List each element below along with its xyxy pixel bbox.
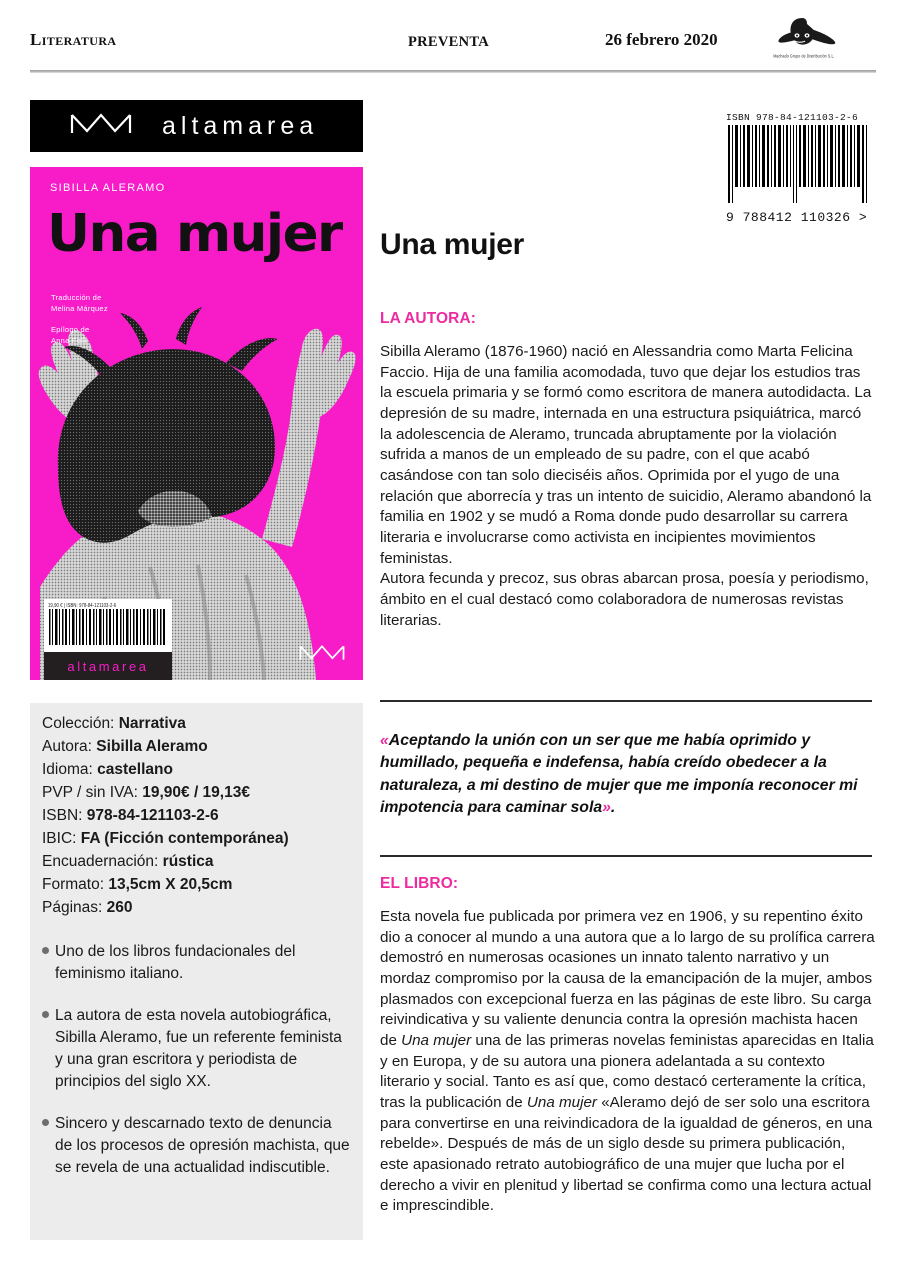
altamarea-m-mark-icon xyxy=(70,111,132,142)
spec-value: 978-84-121103-2-6 xyxy=(86,806,219,824)
hat-face-logo-icon xyxy=(758,12,850,70)
book-description-paragraph xyxy=(380,907,876,1217)
header-status: PREVENTA xyxy=(408,34,490,50)
left-column xyxy=(30,100,363,152)
cover-barcode-text: 19,90 € | ISBN: 978-84-121103-2-6 xyxy=(48,602,117,609)
isbn-digits-text: 9 788412 110326 xyxy=(726,210,851,225)
isbn-digits xyxy=(726,210,867,225)
spec-row-encuadernacion xyxy=(42,851,351,874)
spec-value: 13,5cm X 20,5cm xyxy=(108,875,233,893)
book-desc-part-2: una de las primeras novelas feministas aparecidas en Italia y en Europa, y de su autora una pionera adelantada a su contexto literario y social. Tanto es así que, como destacó certeramente la crítica, tras la publicación de xyxy=(380,1032,874,1112)
quote-close-mark: » xyxy=(602,799,611,817)
quote-open-mark: « xyxy=(380,732,389,749)
spec-row-pvp xyxy=(42,782,351,805)
spec-label: IBIC: xyxy=(42,829,77,847)
author-biography-paragraph-2: Autora fecunda y precoz, sus obras abarcan prosa, poesía y periodismo, ámbito en el cual destacó como colaboradora de numerosas revistas literarias. xyxy=(380,570,869,629)
logo-caption: Machado Grupo de Distribución S.L. xyxy=(773,53,835,59)
cover-imprint-box xyxy=(44,652,172,680)
cover-altamarea-m-mark-icon xyxy=(299,643,345,668)
spec-row-autora xyxy=(42,736,351,759)
header-divider xyxy=(30,70,876,73)
spec-row-isbn xyxy=(42,805,351,828)
spec-value: castellano xyxy=(97,760,173,778)
cover-barcode-icon xyxy=(48,609,166,645)
spec-row-idioma xyxy=(42,759,351,782)
ean13-barcode-icon xyxy=(726,125,876,203)
spec-label: Páginas: xyxy=(42,898,103,916)
spec-value: FA (Ficción contemporánea) xyxy=(80,829,289,847)
list-item: Sincero y descarnado texto de denuncia de los procesos de opresión machista, que se revela de una actualidad indiscutible. xyxy=(42,1113,351,1179)
epilogue-label: Epílogo de xyxy=(51,324,90,334)
quote-period: . xyxy=(610,799,616,817)
section-heading-book: EL LIBRO: xyxy=(380,875,459,892)
spec-row-ibic xyxy=(42,828,351,851)
spec-label: Encuadernación: xyxy=(42,852,159,870)
author-biography xyxy=(380,342,872,631)
cover-imprint-name: altamarea xyxy=(67,658,149,674)
author-biography-paragraph-1: Sibilla Aleramo (1876-1960) nació en Alessandria como Marta Felicina Faccio. Hija de una familia acomodada, tuvo que dejar los estudios tras la escuela primaria y se formó como escritora de manera autodidacta. La depresión de su madre, internada en una estructura psiquiátrica, marcó la adolescencia de Aleramo, truncada abruptamente por la violación sufrida a manos de un empleado de su padre, con el que acabó casándose con tan solo dieciséis años. Oprimida por el yugo de una relación que aborrecía y tras un intento de suicidio, Aleramo abandonó la familia en 1902 y se mudó a Roma donde pudo desarrollar su carrera literaria e involucrarse como activista en incipientes movimientos feministas. xyxy=(380,343,872,567)
spec-value: rústica xyxy=(162,852,214,870)
spec-value: Narrativa xyxy=(118,715,186,732)
pull-quote xyxy=(380,730,872,820)
cover-title: Una mujer xyxy=(47,204,342,264)
book-cover xyxy=(30,167,363,680)
publisher-name: altamarea xyxy=(162,111,319,140)
specifications-panel xyxy=(30,703,363,1240)
spec-label: ISBN: xyxy=(42,806,83,824)
translation-label: Traducción de xyxy=(51,293,102,302)
epilogue-author: Anna Folli xyxy=(51,335,87,345)
spec-label: Idioma: xyxy=(42,760,93,778)
selling-points-list xyxy=(42,941,351,1179)
cover-author-name: SIBILLA ALERAMO xyxy=(50,182,166,194)
isbn-suffix: > xyxy=(858,210,868,225)
list-item: Uno de los libros fundacionales del feminismo italiano. xyxy=(42,941,351,985)
spec-label: Formato: xyxy=(42,875,105,893)
spec-row-coleccion xyxy=(42,713,351,736)
header-date: 26 febrero 2020 xyxy=(605,30,718,49)
cover-credits xyxy=(51,293,108,357)
spec-row-formato xyxy=(42,874,351,897)
spec-row-paginas xyxy=(42,897,351,920)
spec-value: 19,90€ / 19,13€ xyxy=(142,783,250,801)
spec-label: Autora: xyxy=(42,737,92,755)
section-heading-author: LA AUTORA: xyxy=(380,310,476,327)
spec-label: Colección: xyxy=(42,715,115,732)
isbn-barcode-block xyxy=(726,112,876,226)
list-item: La autora de esta novela autobiográfica, Sibilla Aleramo, fue un referente feminista y una gran escritora y periodista de principios del siglo XX. xyxy=(42,1005,351,1093)
page-title: Una mujer xyxy=(380,228,525,261)
header-category: Literatura xyxy=(30,30,117,49)
page-header xyxy=(30,24,876,72)
publisher-brand-bar xyxy=(30,100,363,152)
section-divider-top xyxy=(380,700,872,702)
spec-value: Sibilla Aleramo xyxy=(96,737,208,755)
book-title-italic-1: Una mujer xyxy=(401,1032,472,1050)
quote-text: Aceptando la unión con un ser que me había oprimido y humillado, pequeña e indefensa, había creído obedecer a la naturaleza, a mi destino de mujer que me imponía reconocer mi impotencia para caminar sola xyxy=(380,732,858,817)
isbn-label: ISBN 978-84-121103-2-6 xyxy=(726,112,859,123)
book-title-italic-2: Una mujer xyxy=(526,1094,597,1112)
book-desc-part-3: «Aleramo dejó de ser solo una escritora para convertirse en una reivindicadora de la igualdad de géneros, en una rebelde». Después de más de un siglo desde su primera publicación, este apasionado retrato autobiográfico de una mujer que lucha por el derecho a vivir en plenitud y libertad se confirma como una lectura actual e imprescindible. xyxy=(380,1094,873,1215)
spec-label: PVP / sin IVA: xyxy=(42,783,138,801)
translator-name: Melina Márquez xyxy=(51,303,108,313)
spec-value: 260 xyxy=(106,898,133,916)
book-description xyxy=(380,907,876,1217)
book-desc-part-1: Esta novela fue publicada por primera vez en 1906, y su repentino éxito dio a conocer al mundo a una autora que a lo largo de su prolífica carrera demostró en numerosas ocasiones un innato talento narrativo y un mordaz compromiso por la causa de la emancipación de la mujer, ambos plasmados con excepcional fuerza en las páginas de este libro. Su carga reivindicativa y su valiente denuncia contra la opresión machista hacen de xyxy=(380,908,875,1050)
section-divider-bottom xyxy=(380,855,872,857)
cover-barcode xyxy=(44,599,172,652)
